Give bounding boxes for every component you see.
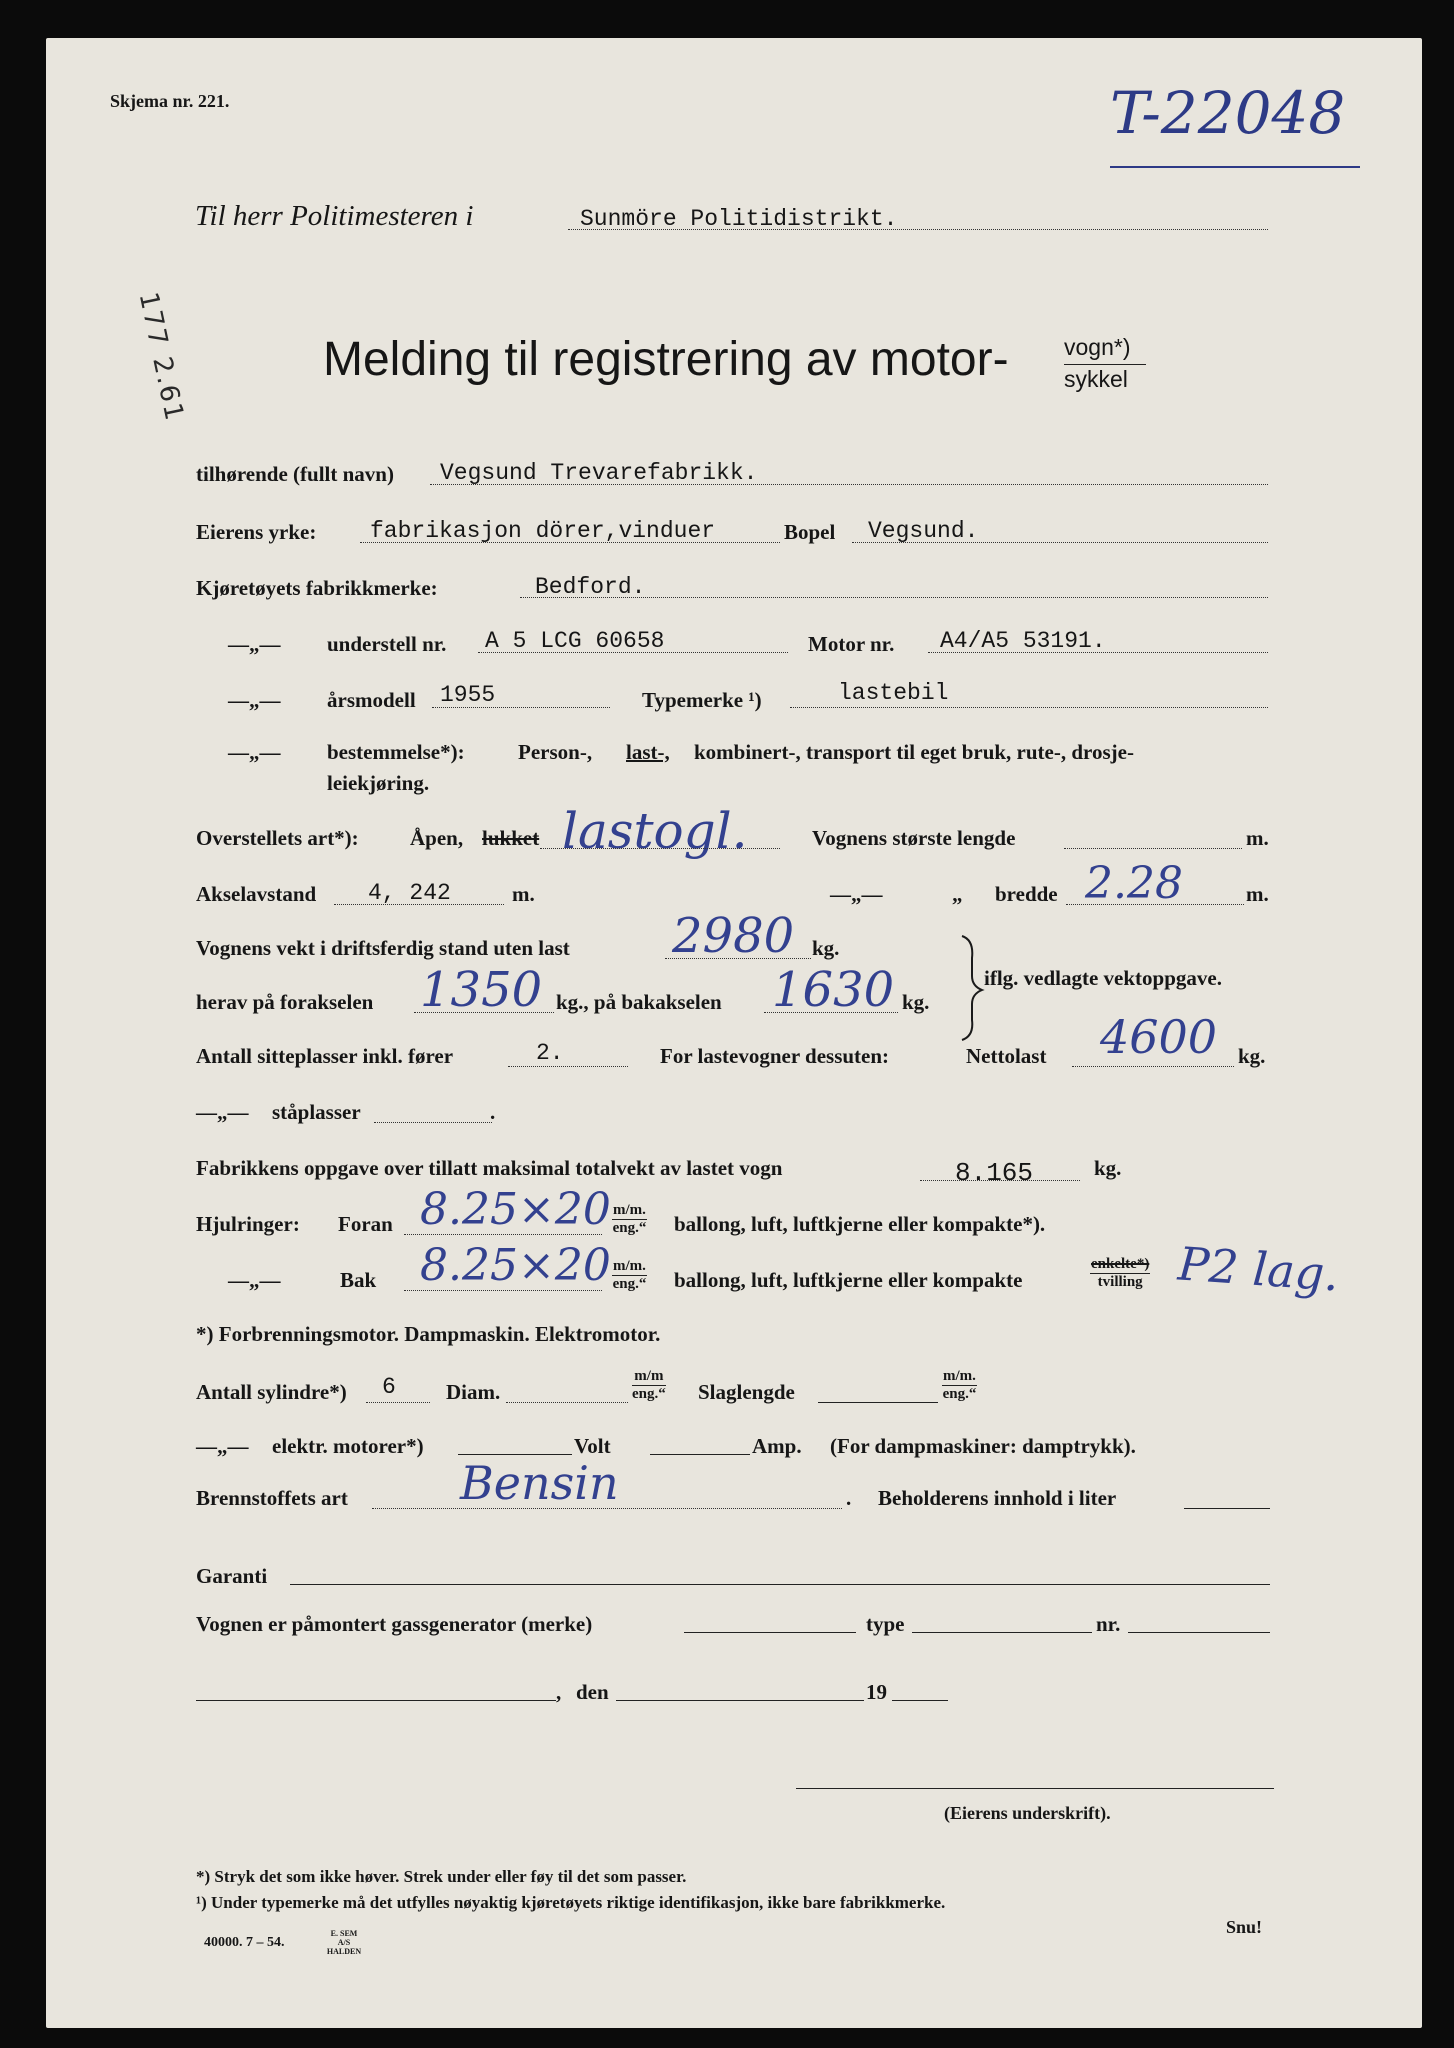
- guarantee-line: [290, 1584, 1270, 1585]
- gas-nr-line: [1128, 1632, 1270, 1633]
- standing-label: ståplasser: [272, 1100, 361, 1124]
- netload-line: [1072, 1066, 1234, 1067]
- purpose-rest: kombinert-, transport til eget bruk, rute-, drosje-: [694, 740, 1134, 764]
- tyre-rear-text: ballong, luft, luftkjerne eller kompakte: [674, 1268, 1023, 1292]
- tyres-label: Hjulringer:: [196, 1212, 300, 1236]
- max-weight-value: 8.165: [955, 1158, 1034, 1188]
- width-line: [1066, 904, 1244, 905]
- wheelbase-value: 4, 242: [368, 880, 451, 906]
- signature-label: (Eierens underskrift).: [944, 1803, 1111, 1823]
- chassis-value: A 5 LCG 60658: [485, 628, 665, 654]
- max-weight-line: [920, 1180, 1080, 1181]
- rear-axle-value: 1630: [772, 962, 895, 1018]
- fuel-label: Brennstoffets art: [196, 1486, 348, 1510]
- weight-value: 2980: [672, 908, 795, 964]
- amp-line: [650, 1454, 750, 1455]
- length-line: [1064, 848, 1242, 849]
- place-line: [196, 1700, 556, 1701]
- diam-unit-eng: eng.“: [632, 1386, 666, 1403]
- make-value: Bedford.: [535, 574, 646, 600]
- cargo-label: For lastevogner dessuten:: [660, 1044, 890, 1068]
- occupation-line: [360, 542, 780, 543]
- ditto-year: —„—: [228, 688, 281, 712]
- make-line: [520, 597, 1268, 598]
- chassis-line: [478, 652, 788, 653]
- footnote-1: *) Stryk det som ikke høver. Strek under eller føy til det som passer.: [196, 1867, 687, 1886]
- wheelbase-unit: m.: [512, 882, 535, 906]
- body-open: Åpen,: [410, 826, 464, 850]
- rear-note: P2 lag.: [1176, 1236, 1341, 1302]
- title-fraction-bar: [1064, 364, 1146, 365]
- printer-mark: E. SEM A/S HALDEN: [326, 1929, 362, 1956]
- width-unit: m.: [1246, 882, 1269, 906]
- title-vogn: vogn*): [1064, 334, 1131, 360]
- motor-line: [928, 652, 1268, 653]
- ditto-elec: —„—: [196, 1434, 249, 1458]
- body-line: [540, 848, 780, 849]
- ditto-standing: —„—: [196, 1100, 249, 1124]
- tyre-front-value: 8.25×20: [420, 1184, 611, 1235]
- steam-note: (For dampmaskiner: damptrykk).: [830, 1434, 1136, 1458]
- gas-type-label: type: [866, 1612, 905, 1636]
- width-quote: „: [952, 882, 963, 906]
- footnote-2: ¹) Under typemerke må det utfylles nøyaktig kjøretøyets riktige identifikasjon, ikke bare fabrikkmerke.: [196, 1893, 946, 1912]
- title-sykkel: sykkel: [1064, 366, 1128, 392]
- tyre-rear-unit-mm: m/m.: [612, 1258, 647, 1276]
- length-unit: m.: [1246, 826, 1269, 850]
- seats-label: Antall sitteplasser inkl. fører: [196, 1044, 454, 1068]
- turn-page: Snu!: [1226, 1917, 1263, 1937]
- purpose-last: last-,: [626, 740, 670, 764]
- tyre-front-text: ballong, luft, luftkjerne eller kompakte*).: [674, 1212, 1046, 1236]
- seats-line: [508, 1066, 628, 1067]
- standing-dot: .: [490, 1100, 496, 1124]
- front-axle-label: herav på forakselen: [196, 990, 374, 1014]
- purpose-person: Person-,: [518, 740, 593, 764]
- occupation-value: fabrikasjon dörer,vinduer: [370, 518, 716, 544]
- motor-value: A4/A5 53191.: [940, 628, 1106, 654]
- purpose-rest-2: leiekjøring.: [327, 771, 430, 795]
- residence-line: [852, 542, 1268, 543]
- stroke-label: Slaglengde: [698, 1380, 795, 1404]
- form-title: Melding til registrering av motor-: [323, 333, 1009, 386]
- wheelbase-label: Akselavstand: [196, 882, 317, 906]
- fuel-value: Bensin: [460, 1456, 619, 1510]
- tyre-front-label: Foran: [338, 1212, 393, 1236]
- volt-label: Volt: [574, 1434, 611, 1458]
- tyre-rear-unit: [612, 1258, 647, 1294]
- date-den: den: [576, 1680, 609, 1704]
- tyre-front-line: [404, 1234, 602, 1235]
- make-label: Kjøretøyets fabrikkmerke:: [196, 576, 438, 600]
- engine-types: *) Forbrenningsmotor. Dampmaskin. Elektromotor.: [196, 1322, 661, 1346]
- cylinders-value: 6: [382, 1374, 396, 1400]
- file-number-underline: [1110, 166, 1360, 168]
- owner-line: [430, 484, 1268, 485]
- occupation-label: Eierens yrke:: [196, 520, 317, 544]
- rear-axle-unit: kg.: [902, 990, 930, 1014]
- body-closed-struck: lukket: [482, 826, 540, 850]
- gas-label: Vognen er påmontert gassgenerator (merke): [196, 1612, 593, 1636]
- chassis-label: understell nr.: [327, 632, 447, 656]
- netload-unit: kg.: [1238, 1044, 1266, 1068]
- cylinders-line: [366, 1402, 430, 1403]
- max-weight-label: Fabrikkens oppgave over tillatt maksimal totalvekt av lastet vogn: [196, 1156, 783, 1180]
- ditto-rear: —„—: [228, 1268, 281, 1292]
- front-axle-line: [414, 1012, 554, 1013]
- diam-line: [506, 1402, 628, 1403]
- cylinders-label: Antall sylindre*): [196, 1380, 347, 1404]
- weight-line: [665, 958, 811, 959]
- gas-nr-label: nr.: [1096, 1612, 1121, 1636]
- rear-axle-line: [764, 1012, 898, 1013]
- fuel-dot: .: [846, 1486, 852, 1510]
- width-label: bredde: [995, 882, 1058, 906]
- owner-label: tilhørende (fullt navn): [196, 462, 394, 486]
- residence-label: Bopel: [784, 520, 836, 544]
- year-line: [432, 707, 610, 708]
- volt-line: [458, 1454, 572, 1455]
- rear-axle-label: kg., på bakakselen: [556, 990, 722, 1014]
- netload-label: Nettolast: [966, 1044, 1047, 1068]
- tyre-front-unit: [612, 1202, 647, 1238]
- body-label: Overstellets art*):: [196, 826, 359, 850]
- stroke-unit-eng: eng.“: [942, 1386, 977, 1403]
- tyre-twin: tvilling: [1097, 1274, 1143, 1291]
- tyre-single-struck: enkelte*): [1090, 1256, 1150, 1274]
- tank-label: Beholderens innhold i liter: [878, 1486, 1117, 1510]
- residence-value: Vegsund.: [868, 518, 979, 544]
- owner-value: Vegsund Trevarefabrikk.: [440, 460, 758, 486]
- diam-unit-mm: m/m: [632, 1368, 666, 1386]
- stroke-unit-mm: m/m.: [942, 1368, 977, 1386]
- body-value: lastogl.: [562, 802, 748, 860]
- ditto-width: —„—: [830, 882, 883, 906]
- file-number: T-22048: [1110, 79, 1346, 147]
- amp-label: Amp.: [752, 1434, 802, 1458]
- seats-value: 2.: [536, 1040, 564, 1066]
- fuel-line: [372, 1508, 842, 1509]
- tyre-rear-label: Bak: [340, 1268, 377, 1292]
- tyre-rear-unit-eng: eng.“: [612, 1276, 647, 1293]
- tyre-rear-line: [404, 1290, 602, 1291]
- stroke-unit: [942, 1368, 977, 1404]
- print-code: 40000. 7 – 54.: [204, 1935, 285, 1950]
- type-line: [790, 707, 1268, 708]
- tyre-rear-value: 8.25×20: [420, 1240, 611, 1291]
- year-value: 1955: [440, 682, 496, 708]
- tank-line: [1184, 1508, 1270, 1509]
- wheelbase-line: [334, 904, 504, 905]
- weight-note: iflg. vedlagte vektoppgave.: [984, 966, 1222, 990]
- date-line: [616, 1700, 864, 1701]
- addressee-value: Sunmöre Politidistrikt.: [580, 206, 898, 232]
- gas-make-line: [684, 1632, 856, 1633]
- standing-line: [374, 1122, 492, 1123]
- weight-label: Vognens vekt i driftsferdig stand uten last: [196, 936, 570, 960]
- margin-note: 177 2.61: [132, 289, 190, 425]
- weight-unit: kg.: [812, 936, 840, 960]
- guarantee-label: Garanti: [196, 1564, 268, 1588]
- ditto-purpose: —„—: [228, 740, 281, 764]
- tyre-config: [1090, 1256, 1150, 1292]
- type-label: Typemerke ¹): [642, 688, 762, 712]
- motor-label: Motor nr.: [808, 632, 895, 656]
- signature-line: [796, 1788, 1274, 1789]
- gas-type-line: [912, 1632, 1092, 1633]
- diam-label: Diam.: [446, 1380, 501, 1404]
- width-value: 2.28: [1085, 858, 1183, 909]
- netload-value: 4600: [1100, 1010, 1218, 1064]
- ditto-chassis: —„—: [228, 632, 281, 656]
- max-weight-unit: kg.: [1094, 1156, 1122, 1180]
- addressee-line: [568, 229, 1268, 230]
- tyre-front-unit-eng: eng.“: [612, 1220, 647, 1237]
- elec-label: elektr. motorer*): [272, 1434, 424, 1458]
- diam-unit: [632, 1368, 666, 1404]
- length-label: Vognens største lengde: [812, 826, 1016, 850]
- stroke-line: [818, 1402, 938, 1403]
- year-suffix-line: [892, 1700, 948, 1701]
- form-number: Skjema nr. 221.: [110, 91, 230, 111]
- addressee-label: Til herr Politimesteren i: [195, 200, 474, 232]
- front-axle-value: 1350: [420, 962, 543, 1018]
- place-comma: ,: [556, 1680, 562, 1704]
- tyre-front-unit-mm: m/m.: [612, 1202, 647, 1220]
- date-year: 19: [866, 1680, 887, 1704]
- type-value: lastebil: [838, 680, 949, 706]
- year-label: årsmodell: [327, 688, 416, 712]
- purpose-label: bestemmelse*):: [327, 740, 465, 764]
